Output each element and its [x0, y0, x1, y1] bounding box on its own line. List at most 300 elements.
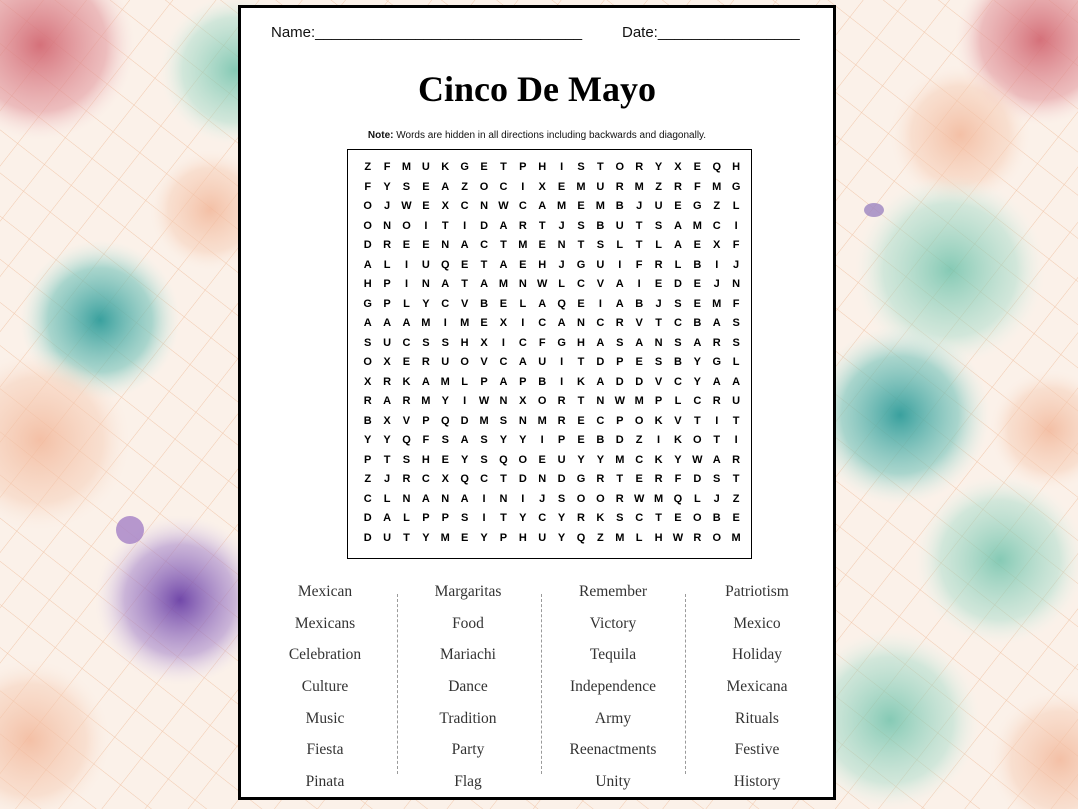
grid-letter: Q	[576, 531, 586, 544]
grid-letter: B	[596, 219, 605, 232]
grid-letter: D	[615, 434, 624, 446]
grid-letter: E	[460, 258, 469, 271]
grid-letter: Q	[499, 453, 508, 466]
grid-letter: A	[635, 336, 644, 349]
instructions-note	[241, 130, 833, 141]
grid-letter: T	[461, 278, 469, 290]
grid-letter: O	[363, 356, 372, 368]
grid-letter: O	[693, 434, 702, 446]
grid-letter: T	[500, 512, 507, 524]
grid-letter: T	[500, 239, 507, 251]
grid-letter: M	[460, 317, 470, 329]
grid-letter: Z	[364, 161, 372, 173]
word-item: Party	[451, 741, 485, 759]
grid-letter: A	[383, 317, 392, 329]
word-item: Flag	[454, 773, 482, 791]
grid-letter: W	[672, 531, 684, 544]
grid-letter: A	[421, 492, 430, 505]
grid-letter: C	[402, 336, 411, 349]
grid-letter: D	[557, 473, 566, 485]
grid-letter: S	[596, 239, 605, 251]
grid-letter: A	[712, 317, 721, 329]
grid-letter: R	[654, 473, 663, 485]
grid-letter: F	[693, 180, 701, 193]
grid-letter: N	[441, 492, 450, 505]
grid-letter: J	[713, 492, 720, 505]
grid-letter: T	[693, 414, 701, 427]
grid-letter: L	[693, 492, 701, 505]
grid-letter: A	[441, 278, 450, 290]
grid-letter: S	[577, 219, 585, 232]
grid-letter: Y	[460, 453, 469, 466]
grid-letter: R	[596, 473, 605, 485]
grid-letter: D	[615, 375, 624, 388]
grid-letter: O	[634, 414, 644, 427]
grid-letter: E	[538, 239, 546, 251]
grid-letter: Z	[364, 473, 372, 485]
grid-letter: G	[712, 356, 721, 368]
grid-letter: Y	[480, 531, 488, 544]
grid-letter: R	[402, 473, 411, 485]
grid-letter: X	[480, 336, 488, 349]
grid-letter: L	[732, 200, 740, 212]
grid-letter: P	[480, 375, 488, 388]
grid-letter: S	[557, 492, 566, 505]
grid-letter: J	[636, 200, 643, 212]
grid-letter: D	[518, 473, 527, 485]
word-item: Mariachi	[440, 646, 496, 664]
grid-letter: D	[673, 278, 682, 290]
grid-letter: K	[402, 375, 411, 388]
grid-letter: Q	[712, 161, 721, 173]
grid-letter: E	[654, 278, 663, 290]
grid-letter: X	[713, 239, 721, 251]
grid-letter: M	[401, 161, 412, 173]
word-search-grid	[358, 158, 746, 548]
grid-letter: E	[422, 239, 430, 251]
grid-letter: N	[518, 278, 527, 290]
grid-letter: T	[655, 512, 662, 524]
grid-letter: W	[614, 395, 625, 407]
grid-letter: C	[673, 317, 682, 329]
grid-letter: S	[732, 336, 740, 349]
grid-letter: A	[518, 356, 527, 368]
grid-letter: S	[402, 180, 411, 193]
grid-letter: A	[383, 395, 392, 407]
grid-letter: I	[404, 278, 408, 290]
grid-letter: T	[500, 161, 507, 173]
grid-letter: N	[499, 395, 508, 407]
grid-letter: G	[731, 180, 741, 193]
grid-letter: B	[693, 317, 702, 329]
grid-letter: Y	[577, 453, 585, 466]
grid-letter: Y	[693, 375, 701, 388]
grid-letter: R	[615, 180, 624, 193]
grid-letter: Y	[499, 434, 508, 446]
grid-letter: M	[615, 531, 625, 544]
grid-letter: H	[421, 453, 430, 466]
grid-letter: A	[615, 278, 624, 290]
grid-letter: Y	[674, 453, 682, 466]
grid-letter: P	[383, 278, 391, 290]
grid-letter: O	[518, 453, 528, 466]
grid-letter: A	[441, 180, 450, 193]
grid-letter: S	[713, 473, 721, 485]
grid-letter: A	[596, 336, 605, 349]
grid-letter: Y	[441, 395, 449, 407]
grid-letter: S	[402, 453, 411, 466]
grid-letter: S	[460, 512, 469, 524]
grid-letter: E	[577, 414, 585, 427]
grid-letter: G	[693, 200, 702, 212]
grid-letter: R	[518, 219, 527, 232]
grid-letter: T	[577, 356, 585, 368]
grid-letter: O	[615, 161, 625, 173]
grid-letter: L	[383, 258, 391, 271]
grid-letter: X	[674, 161, 682, 173]
grid-letter: V	[596, 278, 605, 290]
grid-letter: X	[441, 473, 449, 485]
worksheet-page	[238, 5, 836, 800]
word-item: Fiesta	[306, 741, 344, 759]
grid-letter: B	[712, 512, 721, 524]
word-item: Independence	[569, 678, 657, 696]
grid-letter: R	[421, 356, 430, 368]
grid-letter: O	[576, 492, 586, 505]
grid-letter: R	[732, 453, 741, 466]
grid-letter: M	[731, 531, 741, 544]
grid-letter: A	[693, 336, 702, 349]
grid-letter: U	[441, 356, 450, 368]
grid-letter: I	[463, 395, 467, 407]
grid-letter: I	[443, 317, 447, 329]
grid-letter: E	[693, 297, 701, 310]
grid-letter: H	[460, 336, 469, 349]
grid-letter: S	[422, 336, 430, 349]
grid-letter: M	[634, 180, 644, 193]
grid-letter: B	[363, 414, 372, 427]
grid-letter: G	[363, 297, 372, 310]
grid-letter: A	[499, 219, 508, 232]
grid-letter: E	[480, 161, 488, 173]
grid-letter: P	[519, 375, 527, 388]
grid-letter: I	[657, 434, 661, 446]
word-item: Food	[452, 614, 484, 632]
grid-letter: R	[712, 395, 721, 407]
grid-letter: T	[383, 453, 391, 466]
grid-letter: V	[402, 414, 411, 427]
grid-letter: R	[635, 161, 644, 173]
grid-letter: L	[461, 375, 469, 388]
grid-letter: T	[635, 219, 643, 232]
grid-letter: D	[635, 375, 644, 388]
grid-letter: N	[732, 278, 741, 290]
grid-letter: L	[674, 258, 682, 271]
grid-letter: L	[519, 297, 527, 310]
grid-letter: P	[364, 453, 372, 466]
grid-letter: M	[615, 453, 625, 466]
grid-letter: H	[363, 278, 372, 290]
grid-letter: B	[538, 375, 547, 388]
grid-letter: T	[577, 395, 585, 407]
grid-letter: I	[463, 219, 467, 232]
grid-letter: T	[713, 434, 721, 446]
grid-letter: F	[422, 434, 430, 446]
grid-letter: F	[732, 239, 740, 251]
grid-letter: U	[538, 356, 547, 368]
word-item: Mexicana	[726, 678, 788, 696]
grid-letter: R	[577, 512, 585, 524]
word-item: Reenactments	[569, 741, 657, 759]
grid-letter: W	[633, 492, 645, 505]
grid-letter: M	[653, 492, 664, 505]
column-divider	[541, 594, 542, 774]
grid-letter: V	[654, 375, 663, 388]
word-item: Pinata	[305, 773, 345, 791]
grid-letter: B	[635, 297, 644, 310]
grid-letter: F	[364, 180, 372, 193]
grid-letter: O	[693, 512, 702, 524]
grid-letter: N	[480, 200, 489, 212]
grid-letter: I	[715, 414, 719, 427]
grid-letter: Q	[440, 258, 450, 271]
grid-letter: S	[577, 161, 585, 173]
grid-letter: R	[557, 395, 566, 407]
grid-letter: I	[424, 219, 428, 232]
grid-letter: A	[499, 258, 508, 271]
grid-letter: I	[618, 258, 622, 271]
grid-letter: I	[521, 492, 525, 505]
note-label: Note:	[367, 130, 394, 141]
grid-letter: I	[501, 336, 505, 349]
grid-letter: S	[480, 453, 488, 466]
grid-letter: X	[519, 395, 527, 407]
grid-letter: X	[538, 180, 546, 193]
grid-letter: N	[421, 278, 430, 290]
grid-letter: T	[597, 161, 604, 173]
grid-letter: Z	[461, 180, 469, 193]
grid-letter: F	[635, 258, 643, 271]
grid-letter: L	[403, 512, 410, 524]
grid-letter: H	[654, 531, 663, 544]
grid-letter: M	[537, 414, 547, 427]
grid-letter: N	[518, 414, 527, 427]
grid-letter: K	[654, 453, 663, 466]
grid-letter: T	[480, 258, 488, 271]
grid-letter: M	[692, 219, 702, 232]
grid-letter: M	[498, 278, 509, 290]
grid-letter: J	[713, 278, 720, 290]
grid-letter: C	[363, 492, 372, 505]
grid-letter: H	[732, 161, 741, 173]
grid-letter: L	[655, 239, 662, 251]
grid-letter: D	[480, 219, 489, 232]
grid-letter: U	[615, 219, 624, 232]
grid-letter: N	[402, 492, 411, 505]
grid-letter: T	[441, 219, 449, 232]
grid-letter: N	[383, 219, 392, 232]
grid-letter: S	[674, 297, 682, 310]
grid-letter: O	[460, 356, 469, 368]
grid-letter: C	[538, 512, 547, 524]
grid-letter: A	[557, 317, 566, 329]
grid-letter: U	[383, 336, 392, 349]
grid-letter: C	[538, 317, 547, 329]
word-column-4	[687, 576, 827, 798]
grid-letter: E	[674, 512, 682, 524]
grid-letter: A	[538, 200, 547, 212]
grid-letter: N	[596, 395, 605, 407]
grid-letter: T	[635, 239, 643, 251]
grid-letter: I	[521, 317, 525, 329]
grid-letter: R	[402, 395, 411, 407]
grid-letter: L	[383, 492, 391, 505]
note-text: Words are hidden in all directions including backwards and diagonally.	[393, 130, 707, 141]
grid-letter: R	[673, 180, 682, 193]
grid-letter: C	[635, 512, 644, 524]
grid-letter: S	[480, 434, 488, 446]
grid-letter: R	[712, 336, 721, 349]
grid-letter: T	[732, 473, 740, 485]
grid-letter: U	[596, 180, 605, 193]
grid-letter: C	[635, 453, 644, 466]
grid-letter: E	[402, 356, 411, 368]
grid-letter: O	[402, 219, 411, 232]
grid-letter: P	[616, 414, 624, 427]
word-item: Dance	[448, 678, 488, 696]
page-title: Cinco De Mayo	[418, 69, 656, 109]
grid-letter: S	[732, 317, 740, 329]
word-item: Tradition	[439, 709, 497, 727]
grid-letter: G	[576, 473, 586, 485]
grid-letter: B	[673, 356, 682, 368]
grid-letter: K	[596, 512, 605, 524]
grid-letter: S	[441, 434, 449, 446]
grid-letter: C	[499, 356, 508, 368]
grid-letter: H	[518, 531, 527, 544]
grid-letter: A	[673, 239, 682, 251]
grid-letter: B	[596, 434, 605, 446]
grid-letter: B	[615, 200, 624, 212]
grid-letter: W	[692, 453, 703, 466]
grid-letter: P	[422, 414, 430, 427]
word-item: Remember	[578, 583, 647, 600]
grid-letter: F	[732, 297, 740, 310]
grid-letter: M	[634, 395, 644, 407]
grid-letter: E	[441, 453, 449, 466]
grid-letter: R	[383, 239, 392, 251]
grid-letter: A	[460, 492, 469, 505]
grid-letter: I	[734, 434, 738, 446]
grid-letter: Q	[460, 473, 469, 485]
grid-letter: H	[538, 258, 547, 271]
grid-letter: A	[421, 375, 430, 388]
grid-letter: J	[655, 297, 662, 310]
grid-letter: J	[384, 473, 391, 485]
grid-letter: U	[421, 161, 430, 173]
grid-letter: C	[518, 200, 527, 212]
grid-letter: P	[557, 434, 566, 446]
grid-letter: Y	[693, 356, 701, 368]
grid-letter: O	[712, 531, 721, 544]
grid-letter: T	[500, 473, 507, 485]
grid-letter: U	[383, 531, 392, 544]
grid-letter: F	[383, 161, 391, 173]
word-item: Victory	[589, 614, 637, 632]
grid-letter: A	[596, 375, 605, 388]
grid-letter: S	[654, 219, 663, 232]
grid-letter: E	[635, 356, 643, 368]
grid-letter: C	[441, 297, 450, 310]
grid-letter: J	[558, 258, 565, 271]
grid-letter: Z	[655, 180, 662, 193]
word-item: Celebration	[288, 646, 362, 664]
grid-letter: P	[441, 512, 449, 524]
grid-letter: Y	[557, 531, 566, 544]
grid-letter: A	[460, 239, 469, 251]
grid-letter: Q	[673, 492, 683, 505]
grid-letter: C	[596, 317, 605, 329]
grid-letter: U	[654, 200, 663, 212]
grid-letter: A	[402, 317, 411, 329]
word-item: Mexican	[297, 583, 353, 600]
grid-letter: E	[460, 531, 469, 544]
grid-letter: M	[576, 180, 586, 193]
grid-letter: Y	[519, 512, 527, 524]
grid-letter: G	[460, 161, 469, 173]
grid-letter: T	[732, 414, 740, 427]
grid-letter: Y	[596, 453, 605, 466]
grid-letter: K	[441, 161, 450, 173]
grid-letter: R	[615, 492, 624, 505]
grid-letter: A	[673, 219, 682, 232]
grid-letter: E	[557, 180, 566, 193]
grid-letter: F	[674, 473, 682, 485]
word-list	[255, 576, 819, 791]
grid-letter: E	[577, 200, 585, 212]
grid-letter: S	[441, 336, 449, 349]
grid-letter: E	[693, 161, 701, 173]
grid-letter: I	[540, 434, 544, 446]
grid-letter: J	[733, 258, 740, 271]
word-item: Patriotism	[725, 583, 789, 600]
word-item: Army	[594, 709, 632, 727]
grid-letter: S	[499, 414, 508, 427]
grid-letter: A	[480, 278, 489, 290]
grid-letter: O	[479, 180, 489, 193]
grid-letter: X	[383, 356, 391, 368]
grid-letter: W	[478, 395, 490, 407]
grid-letter: U	[732, 395, 741, 407]
grid-letter: P	[616, 356, 624, 368]
grid-letter: Y	[383, 180, 391, 193]
grid-letter: N	[499, 492, 508, 505]
grid-letter: E	[422, 180, 430, 193]
grid-letter: D	[460, 414, 469, 427]
grid-letter: M	[595, 200, 605, 212]
grid-letter: A	[460, 434, 469, 446]
date-field-label: Date:_________________	[622, 24, 800, 41]
grid-letter: T	[616, 473, 624, 485]
grid-letter: S	[616, 336, 624, 349]
grid-letter: E	[577, 434, 585, 446]
grid-letter: V	[480, 356, 488, 368]
grid-letter: A	[712, 453, 721, 466]
grid-letter: Q	[557, 297, 566, 310]
grid-letter: V	[674, 414, 682, 427]
grid-letter: E	[693, 239, 701, 251]
word-column-1	[255, 576, 395, 798]
